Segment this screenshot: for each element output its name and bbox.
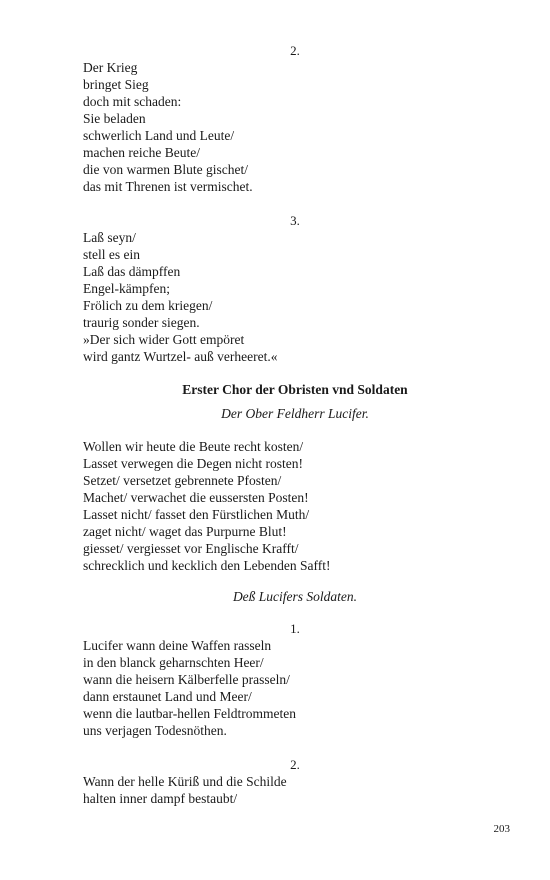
verse-line: schwerlich Land und Leute/ — [83, 128, 235, 143]
verse-line: Setzet/ versetzet gebrennete Pfosten/ — [83, 473, 282, 488]
speaker-lucifer: Der Ober Feldherr Lucifer. — [221, 406, 369, 421]
verse-line: Wollen wir heute die Beute recht kosten/ — [83, 439, 304, 454]
verse-line: Der Krieg — [83, 60, 138, 75]
verse-line: Frölich zu dem kriegen/ — [83, 298, 213, 313]
stanza-2 — [83, 59, 507, 195]
verse-line: uns verjagen Todesnöthen. — [83, 723, 227, 738]
soldiers-stanza-2 — [83, 773, 507, 807]
stanza-number: 2. — [290, 43, 300, 58]
verse-line: wenn die lautbar-hellen Feldtrommeten — [83, 706, 297, 721]
verse-line: halten inner dampf bestaubt/ — [83, 791, 238, 806]
page-number: 203 — [493, 823, 510, 835]
verse-line: doch mit schaden: — [83, 94, 182, 109]
verse-line: Sie beladen — [83, 111, 146, 126]
verse-line: Lasset verwegen die Degen nicht rosten! — [83, 456, 304, 471]
stanza-number: 3. — [290, 213, 300, 228]
verse-line: Lucifer wann deine Waffen rasseln — [83, 638, 272, 653]
verse-line: Laß das dämpffen — [83, 264, 181, 279]
verse-line: das mit Threnen ist vermischet. — [83, 179, 253, 194]
verse-line: giesset/ vergiesset vor Englische Krafft/ — [83, 541, 299, 556]
stanza-number: 1. — [290, 621, 300, 636]
verse-line: zaget nicht/ waget das Purpurne Blut! — [83, 524, 287, 539]
verse-line: Wann der helle Küriß und die Schilde — [83, 774, 287, 789]
stanza-number: 2. — [290, 757, 300, 772]
speaker-soldiers: Deß Lucifers Soldaten. — [232, 589, 358, 604]
stanza-3 — [83, 229, 507, 365]
verse-line: dann erstaunet Land und Meer/ — [83, 689, 252, 704]
verse-line: machen reiche Beute/ — [83, 145, 200, 160]
verse-line: die von warmen Blute gischet/ — [83, 162, 248, 177]
verse-line: wann die heisern Kälberfelle prasseln/ — [83, 672, 290, 687]
verse-line: schrecklich und kecklich den Lebenden Safft! — [83, 558, 331, 573]
verse-line: Engel-kämpfen; — [83, 281, 170, 296]
verse-line: stell es ein — [83, 247, 140, 262]
chorus-speech — [83, 438, 507, 574]
verse-line: »Der sich wider Gott empöret — [83, 332, 245, 347]
verse-line: Laß seyn/ — [83, 230, 136, 245]
soldiers-stanza-1 — [83, 637, 507, 739]
verse-line: bringet Sieg — [83, 77, 149, 92]
verse-line: wird gantz Wurtzel- auß verheeret.« — [83, 349, 278, 364]
verse-line: Machet/ verwachet die eussersten Posten! — [83, 490, 309, 505]
chorus-heading: Erster Chor der Obristen vnd Soldaten — [182, 382, 408, 397]
verse-line: in den blanck geharnschten Heer/ — [83, 655, 264, 670]
verse-line: traurig sonder siegen. — [83, 315, 200, 330]
page-body — [83, 43, 507, 807]
verse-line: Lasset nicht/ fasset den Fürstlichen Muth/ — [83, 507, 310, 522]
